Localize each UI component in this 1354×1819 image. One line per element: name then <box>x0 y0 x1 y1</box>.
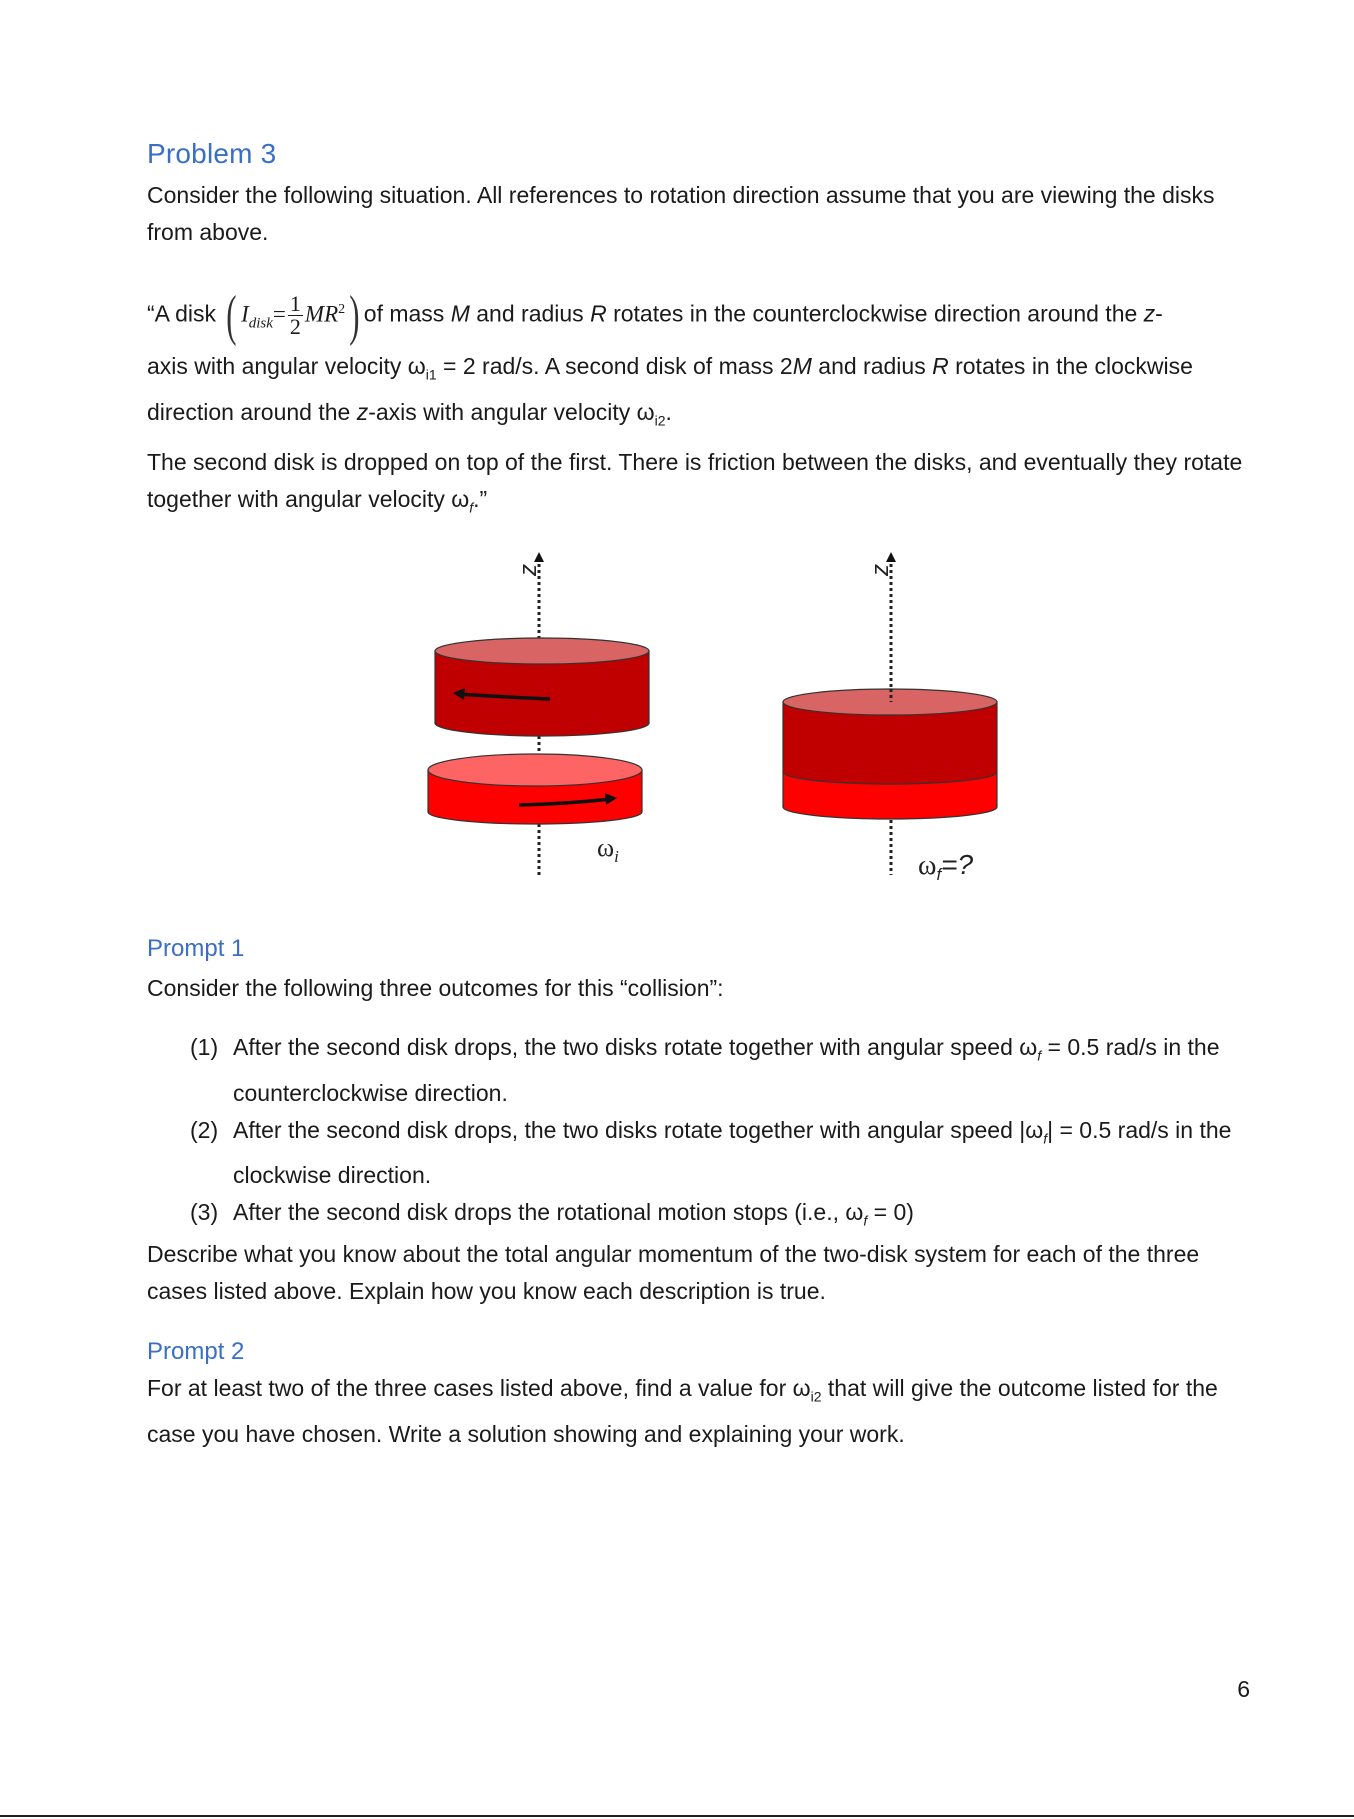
drop-sub-f: f <box>469 499 474 516</box>
outcome-text-b: | = 0.5 rad/s in the clockwise direction. <box>233 1116 1232 1189</box>
formula-open-paren: ( <box>226 284 237 347</box>
prompt2-text-b: that will give the outcome listed for the case you have chosen. Write a solution showing and explaining your work. <box>147 1375 1218 1447</box>
omega-f-rest: =? <box>941 849 974 880</box>
right-axis-arrowhead <box>886 552 896 562</box>
page-number: 6 <box>1237 1676 1250 1702</box>
prompt2-heading: Prompt 2 <box>147 1338 245 1365</box>
quote-text-b: and radius <box>469 300 591 327</box>
omega-i-symbol: ω <box>597 833 615 862</box>
quote-line2-M: M <box>792 353 812 379</box>
omega-i-label <box>597 833 619 866</box>
quote-line2-R: R <box>932 353 949 379</box>
prompt1-intro: Consider the following three outcomes for this “collision”: <box>147 975 724 1001</box>
outcome-item-2 <box>190 1112 1250 1195</box>
omega-f-sub: f <box>936 865 942 884</box>
problem-heading: Problem 3 <box>147 138 277 169</box>
outcomes-list <box>190 1029 1250 1240</box>
quote-line2-c: and radius <box>811 353 933 379</box>
outcome-sub: f <box>1037 1047 1042 1064</box>
formula-MR: MR <box>304 301 339 327</box>
outcome-text-b: = 0) <box>867 1199 914 1226</box>
right-diagram <box>783 552 997 884</box>
fraction-numerator: 1 <box>289 291 301 317</box>
lower-disk-top-face <box>428 754 642 786</box>
prompt2-text-a: For at least two of the three cases listed above, find a value for ω <box>147 1375 811 1401</box>
intro-paragraph: Consider the following situation. All references to rotation direction assume that you are viewing the disks from above. <box>147 182 1215 245</box>
quote-R: R <box>590 300 607 327</box>
left-axis-arrowhead <box>534 552 544 562</box>
outcome-number: (2) <box>190 1116 219 1143</box>
quote-line3-b: -axis with angular velocity ω <box>368 398 655 425</box>
outcome-number: (3) <box>190 1199 219 1226</box>
quote-line3-c: . <box>665 398 672 425</box>
bottom-rule <box>0 1815 1354 1817</box>
formula-equals: = <box>272 301 286 327</box>
quote-line2-b: = 2 rad/s. A second disk of mass 2 <box>436 353 793 379</box>
quote-line3-sub: i2 <box>654 412 666 429</box>
prompt1-body: Describe what you know about the total angular momentum of the two-disk system for each of the three cases listed above. Explain how you know each description is true. <box>147 1241 1200 1304</box>
omega-i-sub: i <box>614 847 619 866</box>
outcome-text-a: After the second disk drops, the two disks rotate together with angular speed |ω <box>233 1116 1044 1143</box>
left-axis-label: z <box>515 564 542 576</box>
quote-line2-d: rotates in the clockwise <box>948 353 1193 379</box>
formula-I: I <box>241 301 249 327</box>
prompt2-sub: i2 <box>810 1388 822 1405</box>
quote-text-c: rotates in the counterclockwise direction around the <box>606 300 1144 327</box>
outcome-number: (1) <box>190 1034 219 1060</box>
omega-f-symbol: ω <box>918 850 937 881</box>
quote-dash: - <box>1155 300 1163 327</box>
right-axis-label: z <box>867 564 894 576</box>
quote-text-a: of mass <box>363 300 451 327</box>
formula-sub-disk: disk <box>248 315 273 332</box>
outcome-sub: f <box>863 1212 868 1229</box>
prompt1-heading: Prompt 1 <box>147 935 245 962</box>
outcome-item-3 <box>190 1194 1250 1240</box>
quote-line2-sub: i1 <box>425 366 437 383</box>
formula-fraction <box>288 293 303 338</box>
outcome-text-a: After the second disk drops, the two disks rotate together with angular speed ω <box>233 1034 1038 1060</box>
outcome-sub: f <box>1043 1130 1048 1147</box>
outcome-item-1 <box>190 1029 1250 1112</box>
quote-M: M <box>450 300 470 327</box>
quote-line-1 <box>147 282 1267 351</box>
quote-line2-a: axis with angular velocity ω <box>147 353 426 379</box>
quote-line3-z: z <box>356 398 369 425</box>
quote-z: z <box>1143 300 1156 327</box>
outcome-text-a: After the second disk drops the rotational motion stops (i.e., ω <box>233 1199 864 1226</box>
drop-paragraph <box>147 444 1257 527</box>
quote-open: “A disk <box>147 300 217 327</box>
formula-close-paren: ) <box>349 284 360 347</box>
disk-figure <box>415 540 1015 890</box>
formula-sup-2: 2 <box>338 302 346 317</box>
quote-line3-a: direction around the <box>147 398 357 425</box>
drop-text-a: The second disk is dropped on top of the first. There is friction between the disks, and eventually they rotate together with angular velocity ω <box>147 449 1243 512</box>
prompt2-body <box>147 1370 1257 1453</box>
fraction-denominator: 2 <box>289 314 301 340</box>
outcome-text-b: = 0.5 rad/s in the counterclockwise direction. <box>233 1034 1220 1106</box>
drop-text-b: .” <box>473 486 488 512</box>
left-diagram <box>428 552 649 875</box>
omega-f-label <box>918 849 974 884</box>
upper-disk-top-face <box>435 638 649 664</box>
quote-lines-2-3 <box>147 348 1257 439</box>
